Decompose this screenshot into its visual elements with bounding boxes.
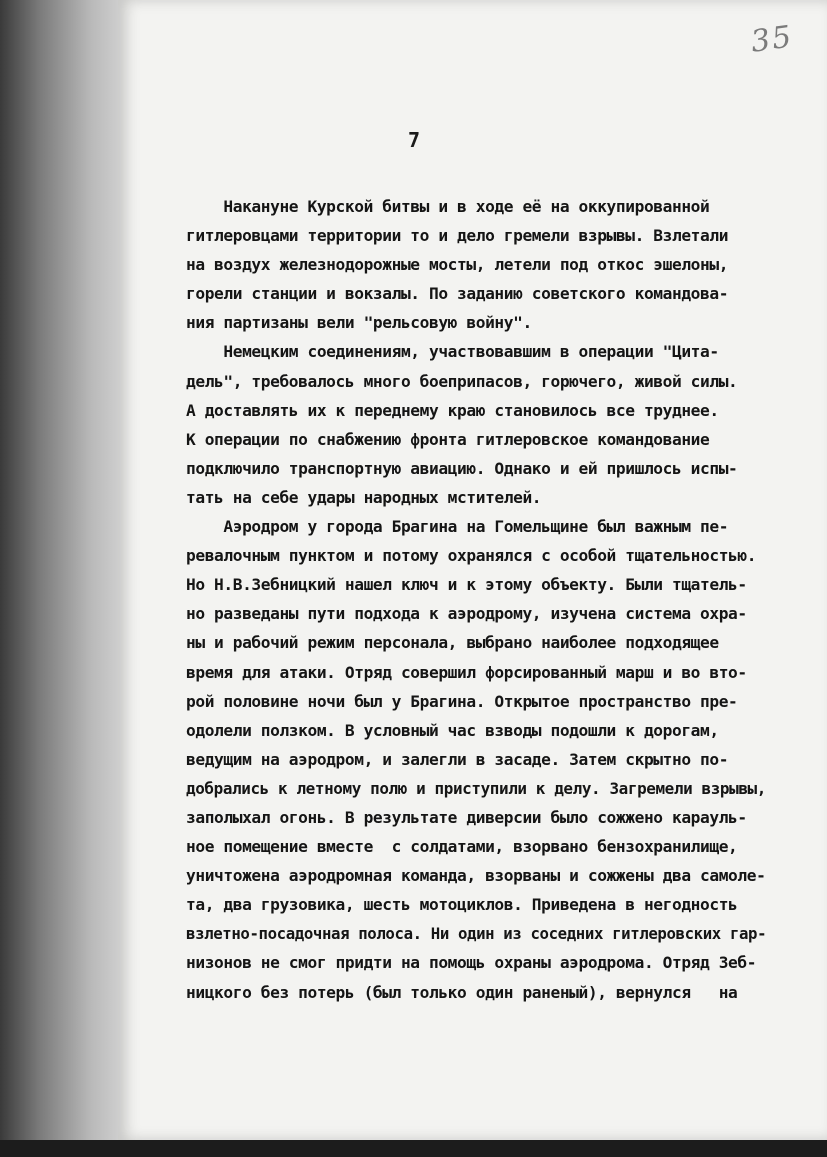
text-line: на воздух железнодорожные мосты, летели под откос эшелоны, xyxy=(186,255,729,275)
text-line: ны и рабочий режим персонала, выбрано наиболее подходящее xyxy=(186,633,719,653)
scan-bottom-edge xyxy=(0,1140,827,1157)
text-line: дель", требовалось много боеприпасов, горючего, живой силы. xyxy=(186,371,738,391)
text-line: заполыхал огонь. В результате диверсии было сожжено карауль- xyxy=(186,807,747,827)
page-number: 7 xyxy=(408,128,421,152)
text-line: одолели ползком. В условный час взводы подошли к дорогам, xyxy=(186,720,719,740)
text-line: ное помещение вместе с солдатами, взорвано бензохранилище, xyxy=(186,837,738,857)
handwritten-page-number: 35 xyxy=(748,19,796,60)
text-line: Немецким соединениям, участвовавшим в операции "Цита- xyxy=(186,342,719,362)
text-line: низонов не смог придти на помощь охраны аэродрома. Отряд Зеб- xyxy=(186,953,757,973)
text-line: добрались к летному полю и приступили к делу. Загремели взрывы, xyxy=(186,778,766,798)
text-line: Накануне Курской битвы и в ходе её на оккупированной xyxy=(186,197,710,216)
text-line: Но Н.В.Зебницкий нашел ключ и к этому объекту. Были тщатель- xyxy=(186,575,747,595)
text-line: та, два грузовика, шесть мотоциклов. Приведена в негодность xyxy=(186,895,738,915)
text-line: горели станции и вокзалы. По заданию советского командова- xyxy=(186,284,729,304)
text-line: уничтожена аэродромная команда, взорваны и сожжены два самоле- xyxy=(186,866,766,886)
text-line: взлетно-посадочная полоса. Ни один из соседних гитлеровских гар- xyxy=(186,924,767,944)
text-line: Аэродром у города Брагина на Гомельщине был важным пе- xyxy=(186,517,729,537)
body-text xyxy=(186,192,776,1007)
text-line: но разведаны пути подхода к аэродрому, изучена система охра- xyxy=(186,604,747,624)
text-line: тать на себе удары народных мстителей. xyxy=(186,487,542,507)
scan-left-edge xyxy=(0,0,130,1157)
text-line: ревалочным пунктом и потому охранялся с особой тщательностью. xyxy=(186,546,757,566)
text-line: А доставлять их к переднему краю становилось все труднее. xyxy=(186,400,719,420)
text-line: время для атаки. Отряд совершил форсированный марш и во вто- xyxy=(186,662,747,682)
text-line: подключило транспортную авиацию. Однако и ей пришлось испы- xyxy=(186,458,738,478)
text-line: ния партизаны вели "рельсовую войну". xyxy=(186,313,532,333)
text-line: К операции по снабжению фронта гитлеровское командование xyxy=(186,429,710,449)
text-line: рой половине ночи был у Брагина. Открытое пространство пре- xyxy=(186,691,738,711)
text-line: ницкого без потерь (был только один раненый), вернулся на xyxy=(186,982,738,1002)
text-line: гитлеровцами территории то и дело гремели взрывы. Взлетали xyxy=(186,226,729,246)
text-line: ведущим на аэродром, и залегли в засаде. Затем скрытно по- xyxy=(186,749,729,769)
